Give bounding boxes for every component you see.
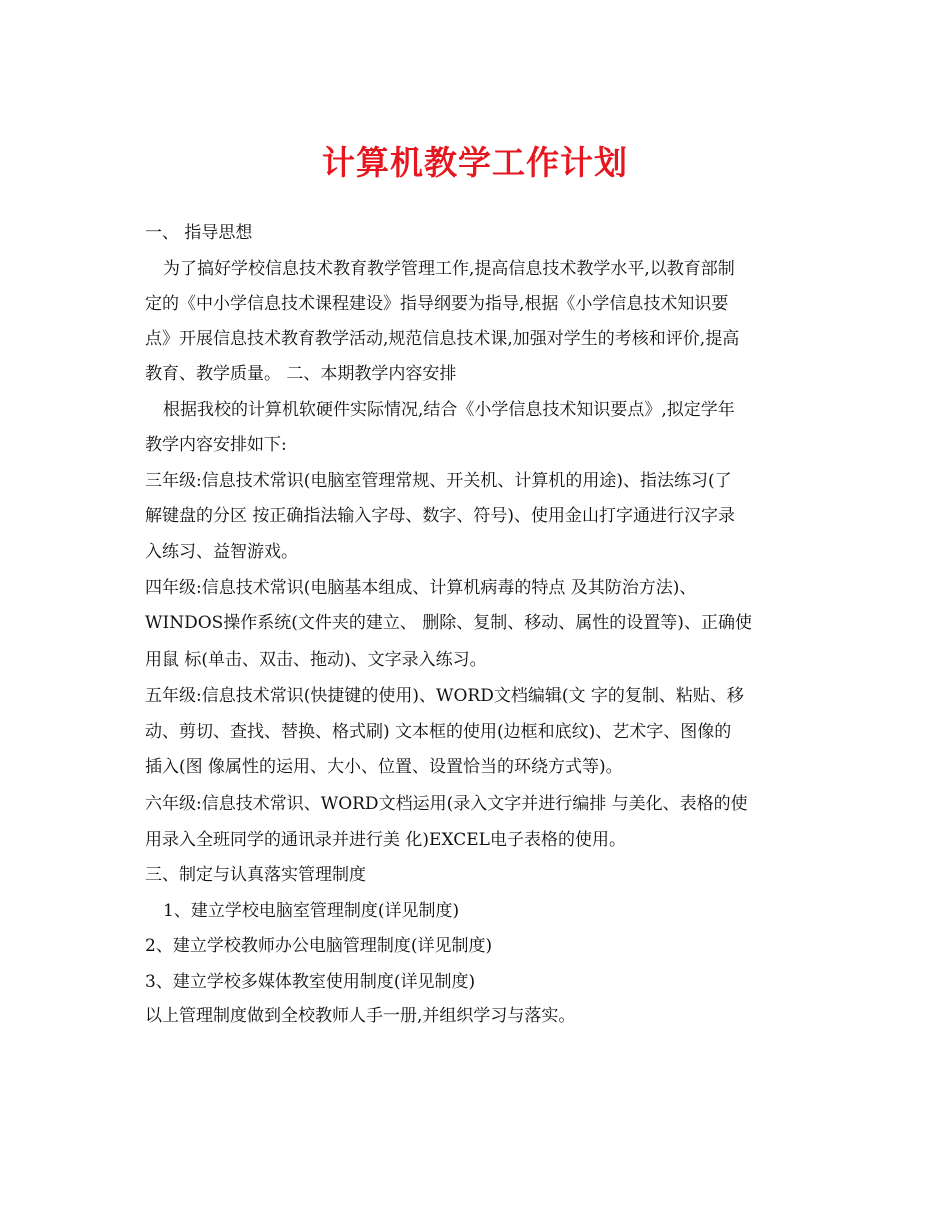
grade-5-line: 动、剪切、查找、替换、格式刷) 文本框的使用(边框和底纹)、艺术字、图像的 bbox=[145, 722, 732, 742]
paragraph-line: 根据我校的计算机软硬件实际情况,结合《小学信息技术知识要点》,拟定学年 bbox=[163, 400, 735, 420]
closing-line: 以上管理制度做到全校教师人手一册,并组织学习与落实。 bbox=[145, 1006, 576, 1026]
grade-4-line: 用鼠 标(单击、双击、拖动)、文字录入练习。 bbox=[145, 650, 487, 670]
paragraph-line: 教育、教学质量。 二、本期教学内容安排 bbox=[145, 364, 457, 384]
rule-item: 1、建立学校电脑室管理制度(详见制度) bbox=[163, 901, 460, 921]
rule-item: 3、建立学校多媒体教室使用制度(详见制度) bbox=[145, 972, 476, 992]
paragraph-line: 点》开展信息技术教育教学活动,规范信息技术课,加强对学生的考核和评价,提高 bbox=[145, 329, 740, 349]
grade-6-line: 六年级:信息技术常识、WORD文档运用(录入文字并进行编排 与美化、表格的使 bbox=[145, 794, 748, 814]
grade-3-line: 解键盘的分区 按正确指法输入字母、数字、符号)、使用金山打字通进行汉字录 bbox=[145, 506, 736, 526]
grade-3-line: 三年级:信息技术常识(电脑室管理常规、开关机、计算机的用途)、指法练习(了 bbox=[145, 471, 732, 491]
section-heading-1: 一、 指导思想 bbox=[145, 223, 253, 243]
grade-4-line: 四年级:信息技术常识(电脑基本组成、计算机病毒的特点 及其防治方法)、 bbox=[145, 578, 697, 598]
grade-5-line: 插入(图 像属性的运用、大小、位置、设置恰当的环绕方式等)。 bbox=[145, 757, 623, 777]
grade-4-line: WINDOS操作系统(文件夹的建立、 删除、复制、移动、属性的设置等)、正确使 bbox=[145, 613, 752, 633]
paragraph-line: 教学内容安排如下: bbox=[145, 435, 287, 455]
paragraph-line: 为了搞好学校信息技术教育教学管理工作,提高信息技术教学水平,以教育部制 bbox=[163, 259, 735, 279]
grade-6-line: 用录入全班同学的通讯录并进行美 化)EXCEL电子表格的使用。 bbox=[145, 830, 626, 850]
section-heading-3: 三、制定与认真落实管理制度 bbox=[145, 865, 366, 885]
paragraph-line: 定的《中小学信息技术课程建设》指导纲要为指导,根据《小学信息技术知识要 bbox=[145, 294, 729, 314]
document-title: 计算机教学工作计划 bbox=[322, 143, 628, 182]
grade-5-line: 五年级:信息技术常识(快捷键的使用)、WORD文档编辑(文 字的复制、粘贴、移 bbox=[145, 686, 744, 706]
rule-item: 2、建立学校教师办公电脑管理制度(详见制度) bbox=[145, 936, 493, 956]
grade-3-line: 入练习、益智游戏。 bbox=[145, 542, 298, 562]
